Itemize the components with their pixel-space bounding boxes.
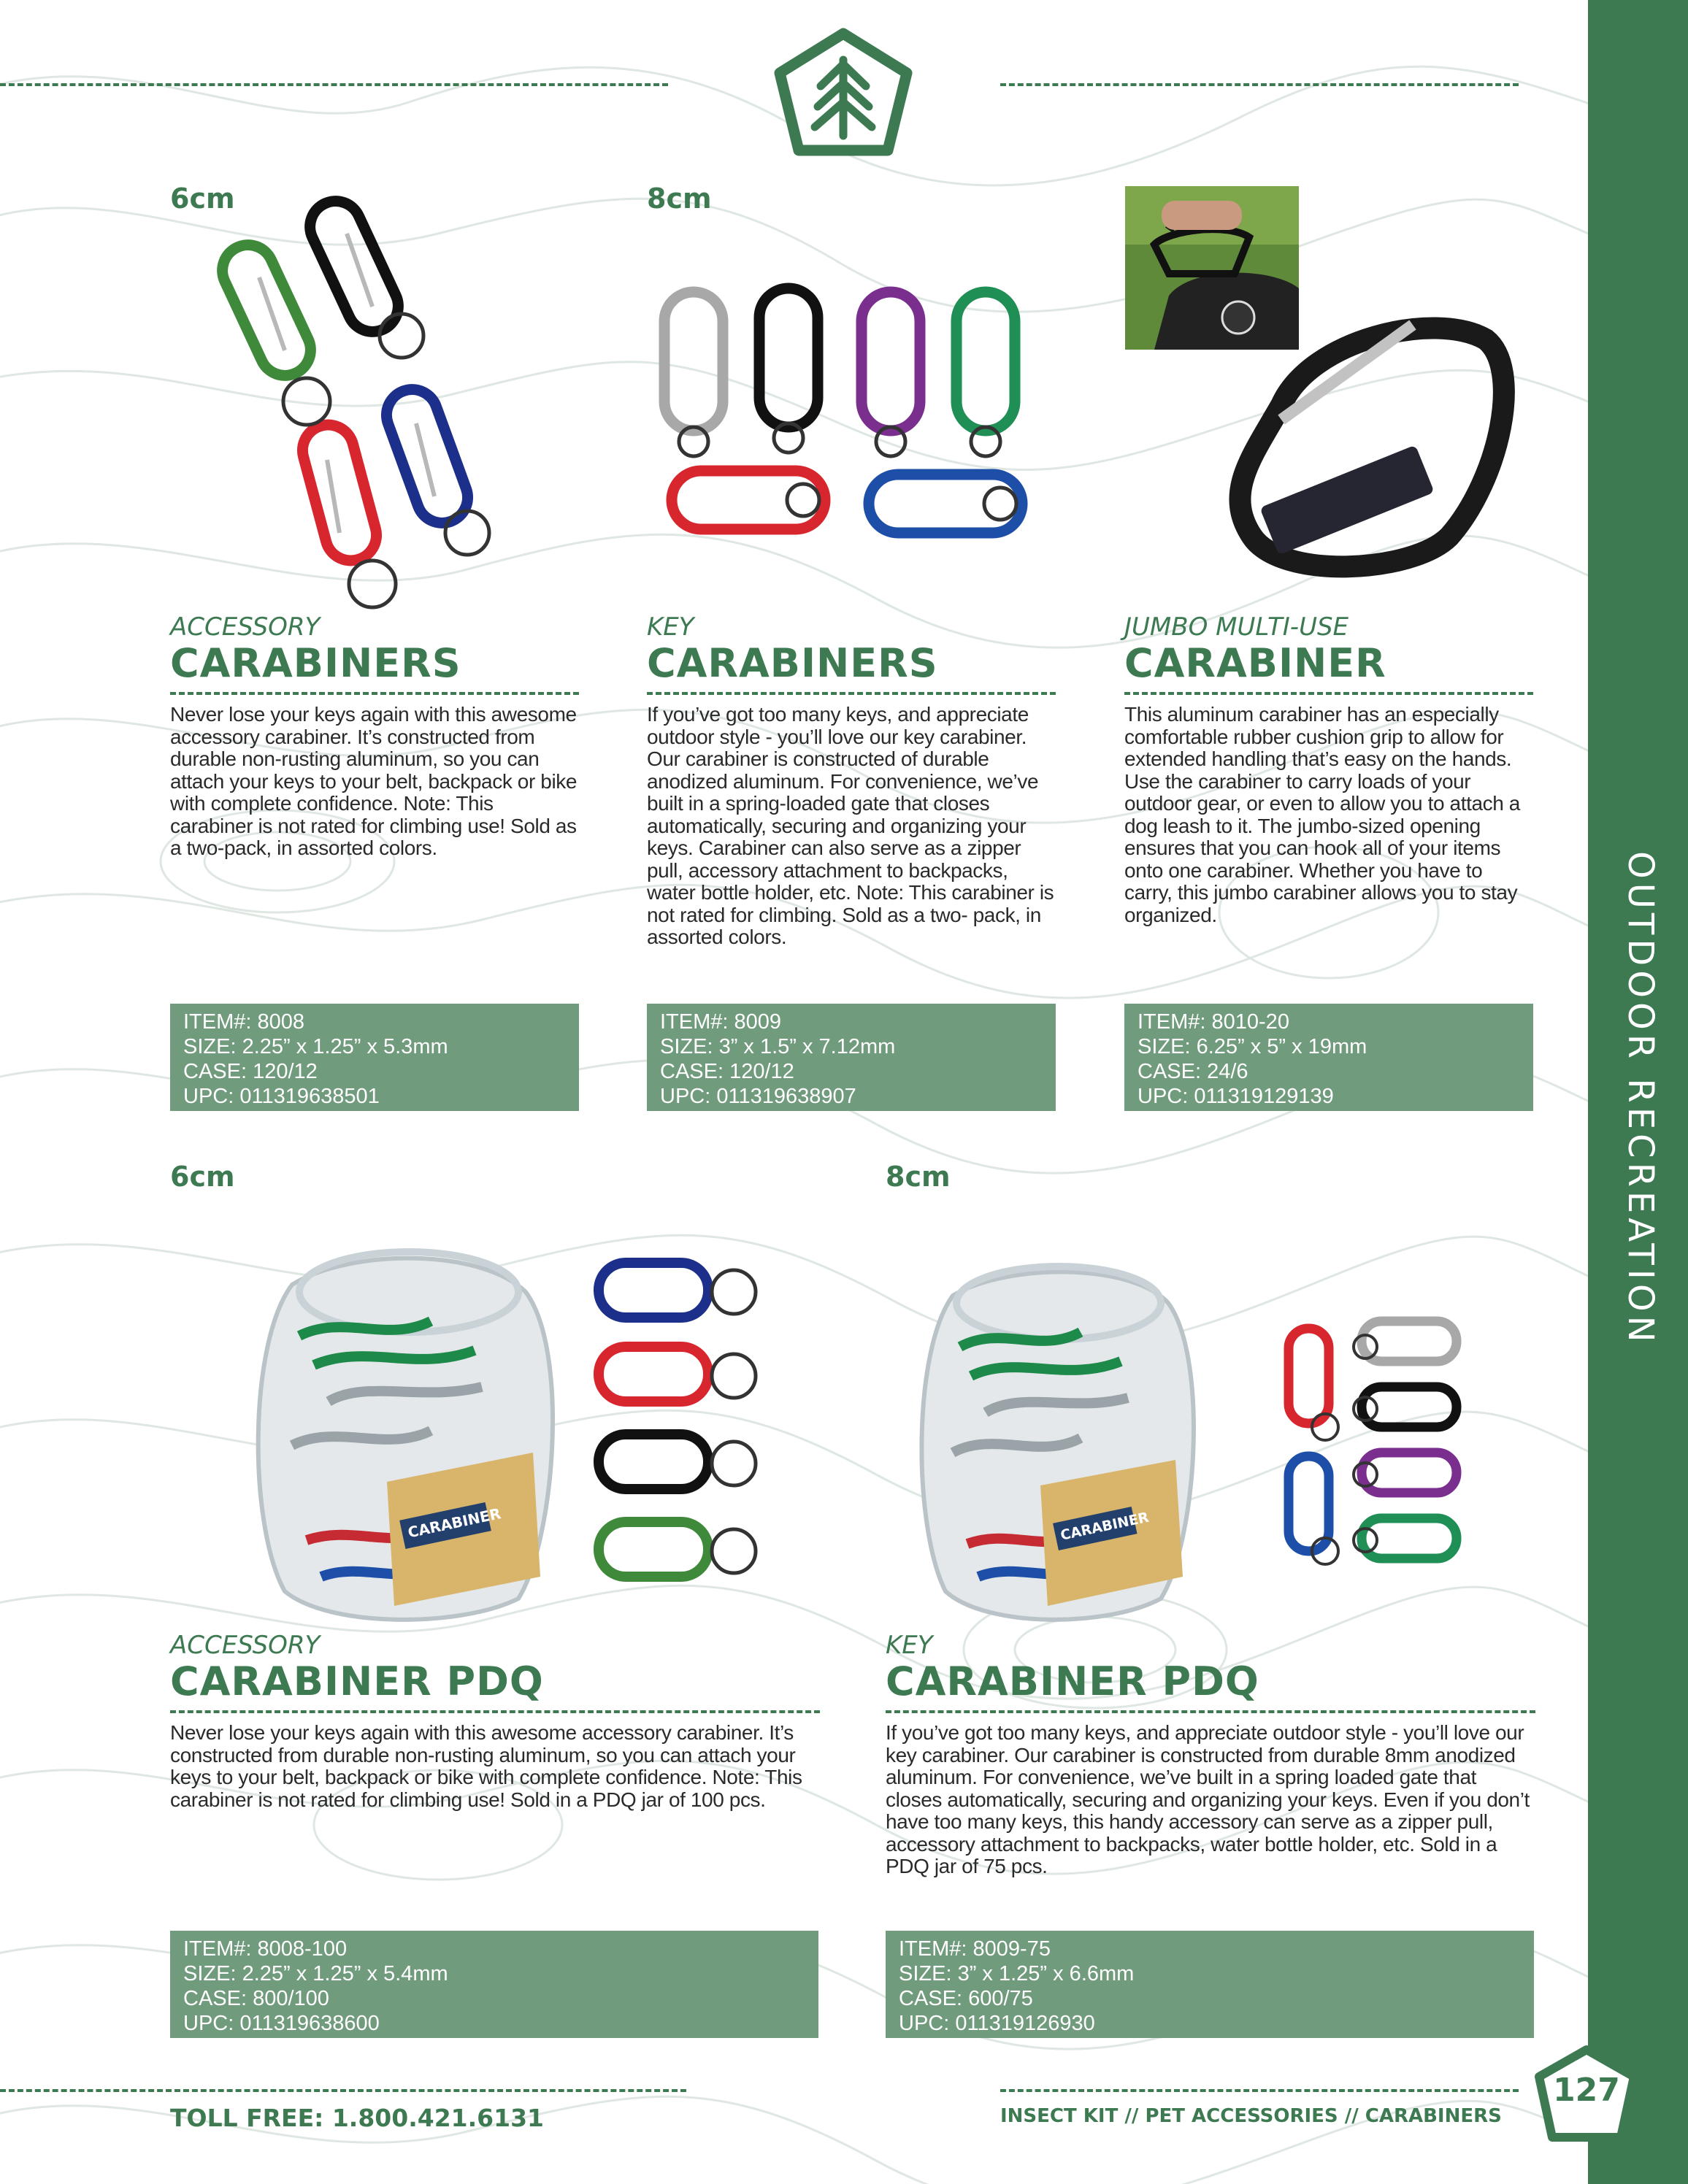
- spec-box: [1124, 1004, 1533, 1111]
- title-divider: [886, 1710, 1535, 1713]
- upc-code: UPC: 011319129139: [1138, 1085, 1334, 1108]
- product-accessory-carabiner-pdq: [170, 1631, 820, 1811]
- product-description: If you’ve got too many keys, and appreciate outdoor style - you’ll love our key carabiner. Our carabiner is constructed of durable anodized aluminum. For convenience, we’ve built in a spring-loaded gate that closes automatically, securing and organizing your keys. Carabiner can also serve as a zipper pull, accessory attachment to backpacks, water bottle holder, etc. Note: This carabiner is not rated for climbing. Sold as a two- pack, in assorted colors.: [647, 703, 1054, 948]
- upc-code: UPC: 011319126930: [899, 2012, 1095, 2035]
- tree-arrow-shield-icon: [767, 28, 920, 166]
- size-label: 8cm: [886, 1161, 951, 1193]
- product-title: CARABINER PDQ: [170, 1658, 544, 1704]
- jar-label-text: CARABINER: [406, 1504, 503, 1542]
- case-pack: CASE: 800/100: [183, 1987, 329, 2010]
- spec-box: [886, 1931, 1534, 2038]
- size-spec: SIZE: 3” x 1.5” x 7.12mm: [660, 1035, 896, 1058]
- title-divider: [170, 1710, 820, 1713]
- size-label: 6cm: [170, 1161, 235, 1193]
- jar-label-text: CARABINER: [1059, 1509, 1151, 1544]
- product-subtitle: KEY: [886, 1631, 933, 1660]
- size-spec: SIZE: 2.25” x 1.25” x 5.3mm: [183, 1035, 448, 1058]
- size-label: 8cm: [647, 182, 712, 215]
- footer-divider-left: [0, 2089, 686, 2092]
- key-pdq-jar-photo: [905, 1248, 1205, 1628]
- product-subtitle: ACCESSORY: [170, 612, 321, 642]
- size-label: 6cm: [170, 182, 235, 215]
- page-number: 127: [1553, 2072, 1620, 2109]
- size-spec: SIZE: 2.25” x 1.25” x 5.4mm: [183, 1962, 448, 1985]
- jumbo-carabiner-photo: [1194, 296, 1530, 588]
- product-title: CARABINER: [1124, 640, 1386, 686]
- case-pack: CASE: 600/75: [899, 1987, 1033, 2010]
- accessory-pdq-jar-photo: [241, 1234, 569, 1628]
- product-key-carabiners: [647, 613, 1056, 949]
- key-carabiners-photo: [650, 281, 1044, 558]
- item-number: ITEM#: 8009: [660, 1010, 782, 1034]
- spec-box: [170, 1004, 579, 1111]
- product-accessory-carabiners: [170, 613, 579, 860]
- title-divider: [647, 692, 1056, 695]
- product-subtitle: KEY: [647, 612, 694, 642]
- product-subtitle: ACCESSORY: [170, 1631, 321, 1660]
- case-pack: CASE: 120/12: [183, 1060, 318, 1083]
- item-number: ITEM#: 8008: [183, 1010, 305, 1034]
- spec-box: [170, 1931, 818, 2038]
- upc-code: UPC: 011319638501: [183, 1085, 380, 1108]
- header-divider-right: [1000, 83, 1519, 86]
- product-jumbo-carabiner: [1124, 613, 1533, 926]
- spec-box: [647, 1004, 1056, 1111]
- upc-code: UPC: 011319638600: [183, 2012, 380, 2035]
- title-divider: [1124, 692, 1533, 695]
- key-carabiner-colors-photo: [1281, 1307, 1471, 1577]
- item-number: ITEM#: 8008-100: [183, 1937, 348, 1961]
- product-title: CARABINERS: [647, 640, 938, 686]
- item-number: ITEM#: 8010-20: [1138, 1010, 1289, 1034]
- section-breadcrumb: INSECT KIT // PET ACCESSORIES // CARABINERS: [1000, 2105, 1502, 2127]
- case-pack: CASE: 120/12: [660, 1060, 794, 1083]
- product-key-carabiner-pdq: [886, 1631, 1535, 1878]
- toll-free-number: TOLL FREE: 1.800.421.6131: [170, 2104, 545, 2132]
- item-number: ITEM#: 8009-75: [899, 1937, 1051, 1961]
- product-title: CARABINERS: [170, 640, 461, 686]
- accessory-carabiners-photo: [212, 190, 504, 613]
- accessory-carabiner-colors-photo: [591, 1256, 767, 1591]
- product-subtitle: JUMBO MULTI-USE: [1124, 612, 1349, 642]
- product-title: CARABINER PDQ: [886, 1658, 1259, 1704]
- section-label: OUTDOOR RECREATION: [1620, 850, 1661, 1347]
- product-description: If you’ve got too many keys, and appreciate outdoor style - you’ll love our key carabiner. Our carabiner is constructed from durable 8mm anodized aluminum. For convenience, we’ve built in a spring loaded gate that closes automatically, securing and organizing your keys. Even if you don’t have too many keys, this handy accessory can serve as a zipper pull, accessory attachment to backpacks, water bottle holder, etc. Sold in a PDQ jar of 75 pcs.: [886, 1721, 1530, 1877]
- case-pack: CASE: 24/6: [1138, 1060, 1248, 1083]
- product-description: Never lose your keys again with this awesome accessory carabiner. It’s constructed from durable non-rusting aluminum, so you can attach your keys to your belt, backpack or bike with complete confidence. Note: This carabiner is not rated for climbing use! Sold as a two-pack, in assorted colors.: [170, 703, 578, 859]
- size-spec: SIZE: 3” x 1.25” x 6.6mm: [899, 1962, 1135, 1985]
- size-spec: SIZE: 6.25” x 5” x 19mm: [1138, 1035, 1367, 1058]
- product-description: This aluminum carabiner has an especially comfortable rubber cushion grip to allow for extended handling that’s easy on the hands. Use the carabiner to carry loads of your outdoor gear, or even to allow you to attach a dog leash to it. The jumbo-sized opening ensures that you can hook all of your items onto one carabiner. Whether you have to carry, this jumbo carabiner allows you to stay organized.: [1124, 703, 1520, 926]
- header-divider-left: [0, 83, 668, 86]
- footer-divider-right: [1000, 2089, 1519, 2092]
- product-description: Never lose your keys again with this awesome accessory carabiner. It’s constructed from durable non-rusting aluminum, so you can attach your keys to your belt, backpack or bike with complete confidence. Note: This carabiner is not rated for climbing use! Sold in a PDQ jar of 100 pcs.: [170, 1721, 802, 1811]
- title-divider: [170, 692, 579, 695]
- upc-code: UPC: 011319638907: [660, 1085, 856, 1108]
